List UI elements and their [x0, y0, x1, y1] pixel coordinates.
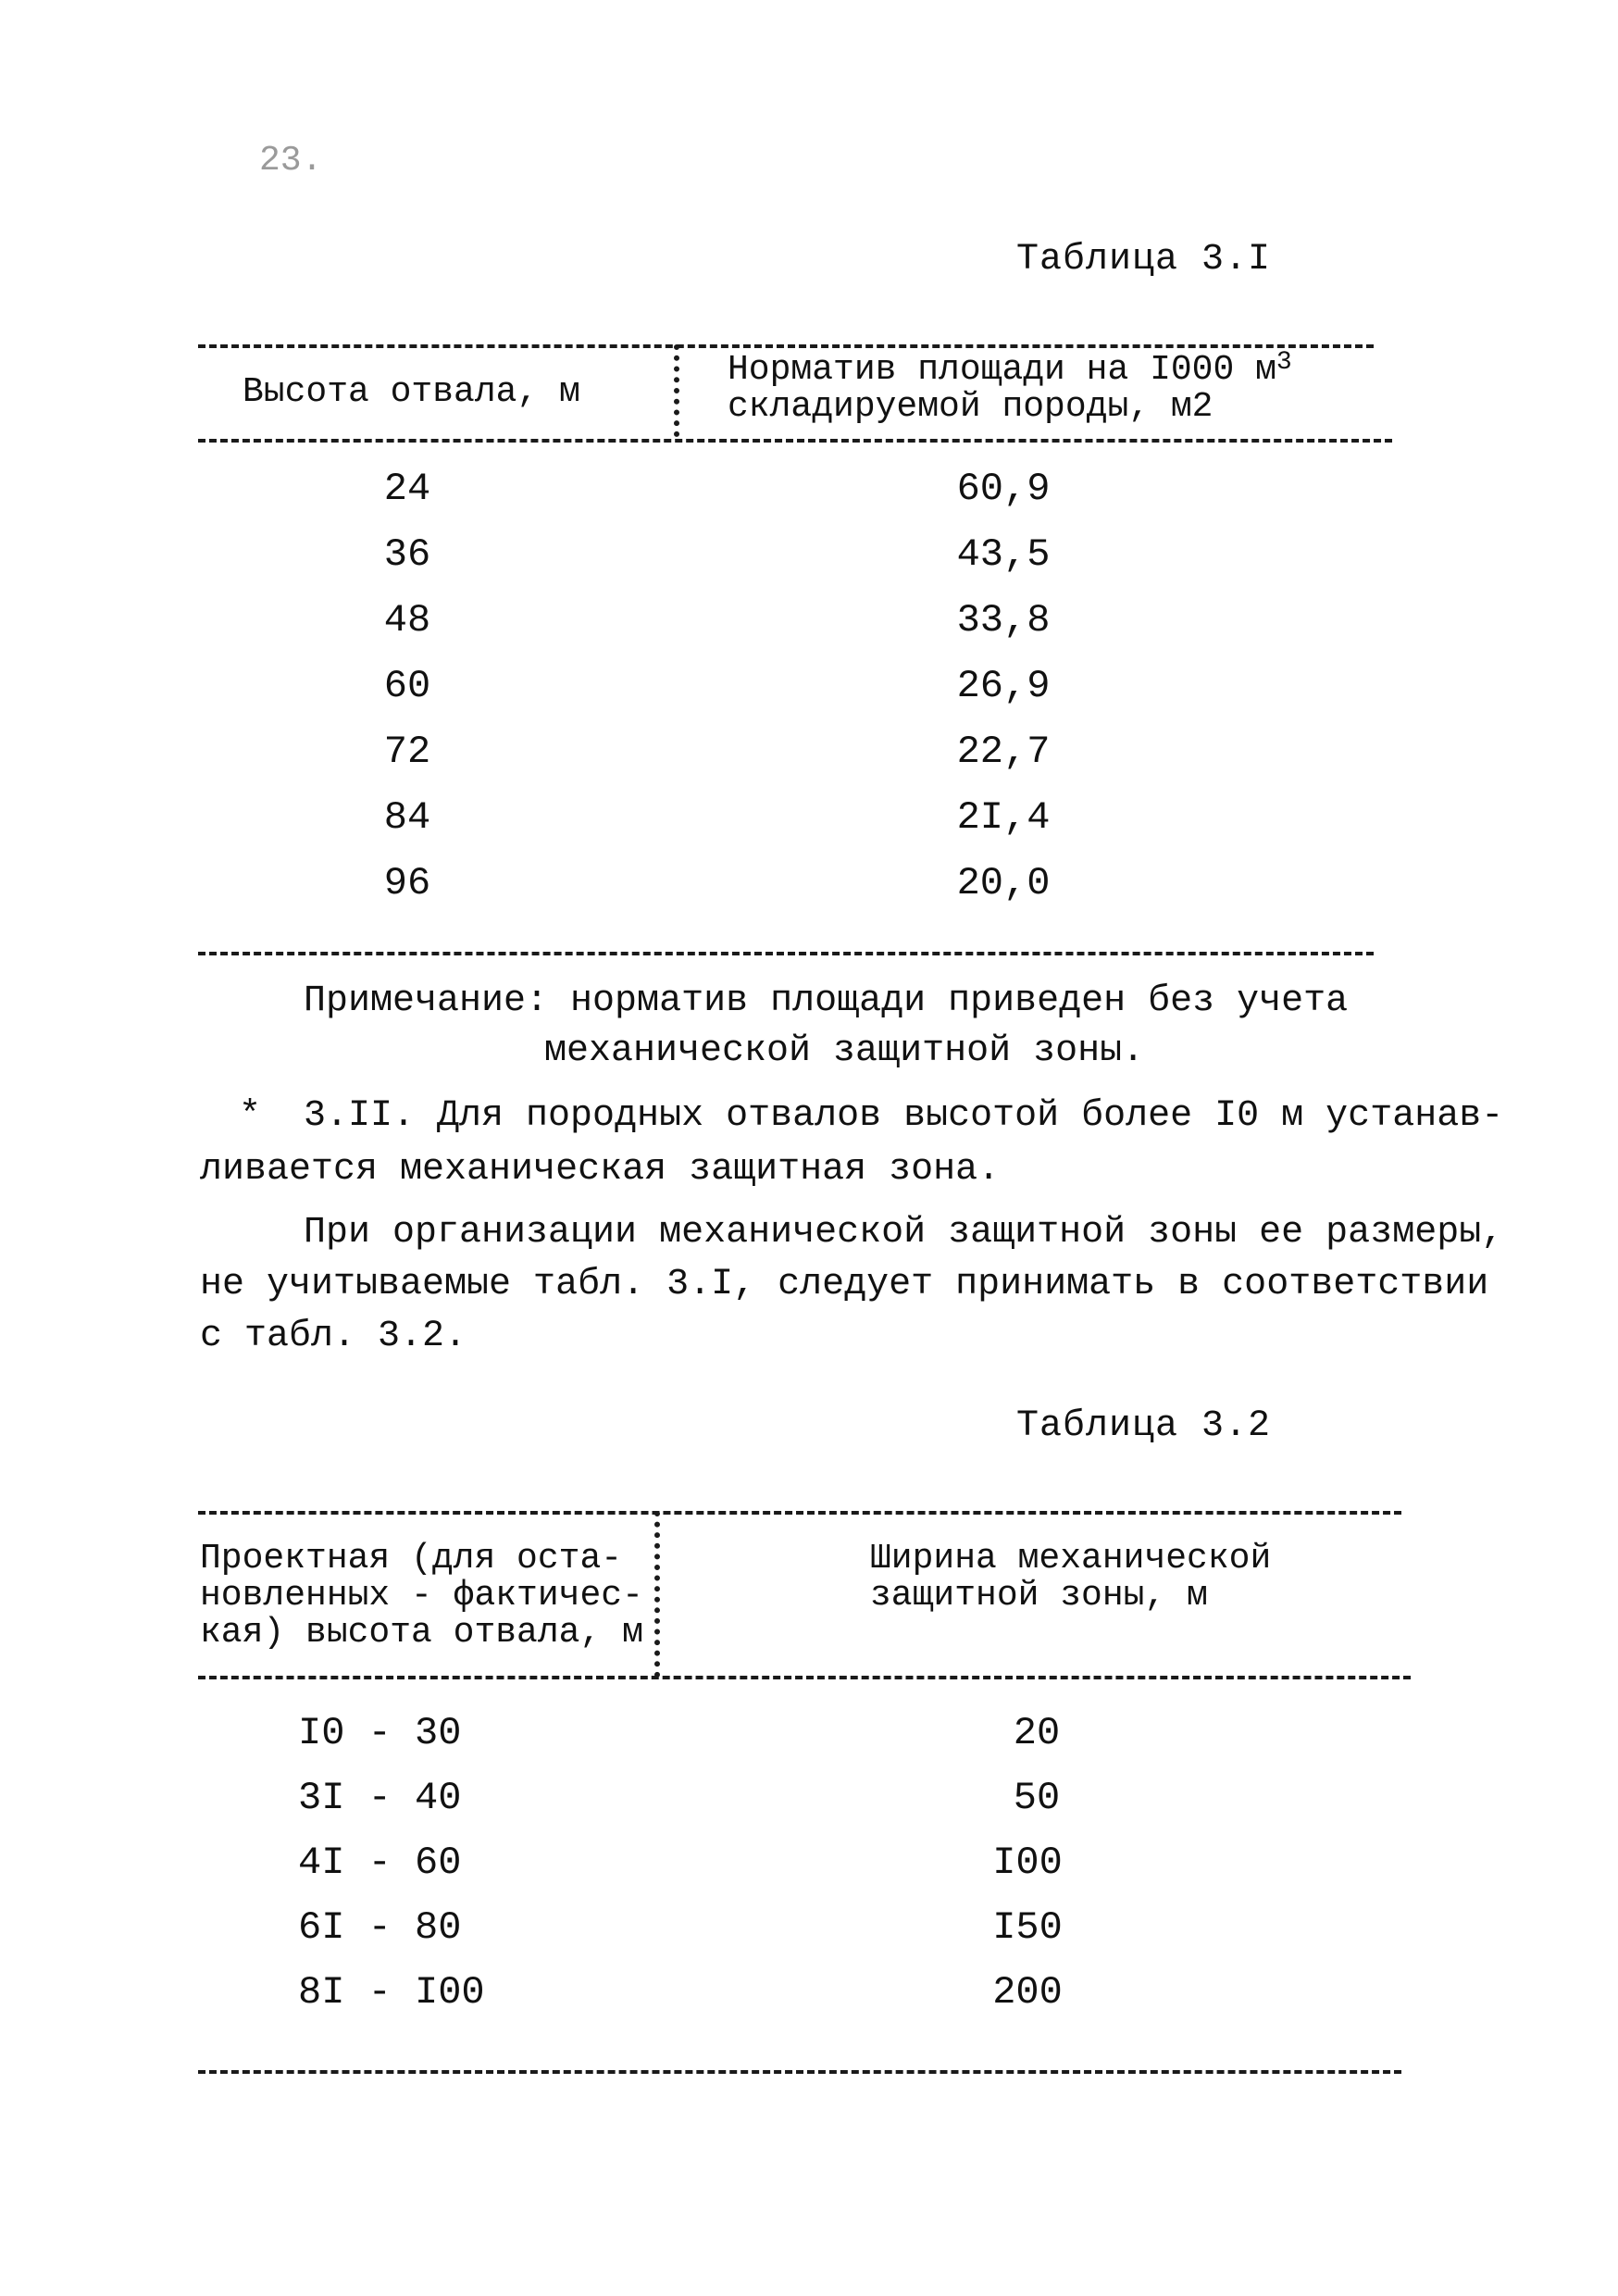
paragraph2-line1: При организации механической защитной зоны ее размеры, [304, 1212, 1504, 1254]
table1-height: 24 [383, 467, 431, 511]
table1-col1-header: Высота отвала, м [243, 372, 580, 412]
page-number: 23. [259, 141, 323, 181]
table2-range: 6I - 80 [298, 1905, 462, 1950]
table2-top-rule [198, 1511, 1401, 1515]
table2-width: 50 [1013, 1776, 1061, 1820]
table2-col1-header-line1: Проектная (для оста- [200, 1539, 623, 1578]
table2-col1-header [200, 1541, 643, 1652]
table1-norm: 33,8 [956, 598, 1051, 643]
table1-norm: 26,9 [956, 664, 1051, 708]
table1-height: 48 [383, 598, 431, 643]
table1-norm: 2I,4 [956, 795, 1051, 840]
table1-top-rule [198, 344, 1374, 348]
paragraph1-line2: ливается механическая защитная зона. [200, 1149, 1001, 1191]
paragraph2-line2: не учитываемые табл. 3.I, следует принимать в соответствии [200, 1264, 1489, 1305]
table1-height: 96 [383, 861, 431, 905]
table1-norm: 43,5 [956, 532, 1051, 577]
table1-height: 36 [383, 532, 431, 577]
table1-norm: 22,7 [956, 730, 1051, 774]
table2-width: 200 [992, 1970, 1063, 2015]
table1-caption: Таблица 3.I [1016, 239, 1272, 281]
table1-height: 72 [383, 730, 431, 774]
paragraph2-line3: с табл. 3.2. [200, 1316, 467, 1357]
table1-col2-header-sup: 3 [1276, 348, 1292, 377]
table2-range: I0 - 30 [298, 1711, 462, 1755]
table2-col2-header [870, 1541, 1271, 1615]
table2-caption: Таблица 3.2 [1016, 1405, 1272, 1447]
table1-note-line1: Примечание: норматив площади приведен без учета [304, 980, 1349, 1022]
table1-col2-header-line1: Норматив площади на I000 м [728, 350, 1276, 390]
table2-col1-header-line3: кая) высота отвала, м [200, 1613, 643, 1653]
table1-header-rule [198, 439, 1392, 443]
table2-col2-header-line2: защитной зоны, м [870, 1576, 1208, 1616]
table2-column-divider [654, 1511, 660, 1678]
table2-header-rule [198, 1676, 1411, 1679]
paragraph1-line1: 3.II. Для породных отвалов высотой более I0 м устанав- [304, 1095, 1504, 1137]
table2-range: 3I - 40 [298, 1776, 462, 1820]
table2-col2-header-line1: Ширина механической [870, 1539, 1272, 1578]
table1-col2-header [728, 348, 1292, 427]
table2-width: I00 [992, 1841, 1063, 1885]
table1-height: 84 [383, 795, 431, 840]
table2-bottom-rule [198, 2070, 1401, 2074]
table2-width: 20 [1013, 1711, 1061, 1755]
table1-bottom-rule [198, 952, 1374, 955]
table1-column-divider [674, 344, 679, 437]
table1-col2-header-line2: складируемой породы, м2 [728, 387, 1214, 427]
table2-width: I50 [992, 1905, 1063, 1950]
table1-note-line2: механической защитной зоны. [544, 1030, 1145, 1072]
table1-norm: 20,0 [956, 861, 1051, 905]
table2-range: 4I - 60 [298, 1841, 462, 1885]
paragraph-marker: * [239, 1095, 262, 1137]
table2-col1-header-line2: новленных - фактичес- [200, 1576, 643, 1616]
table1-norm: 60,9 [956, 467, 1051, 511]
table2-range: 8I - I00 [298, 1970, 485, 2015]
table1-height: 60 [383, 664, 431, 708]
